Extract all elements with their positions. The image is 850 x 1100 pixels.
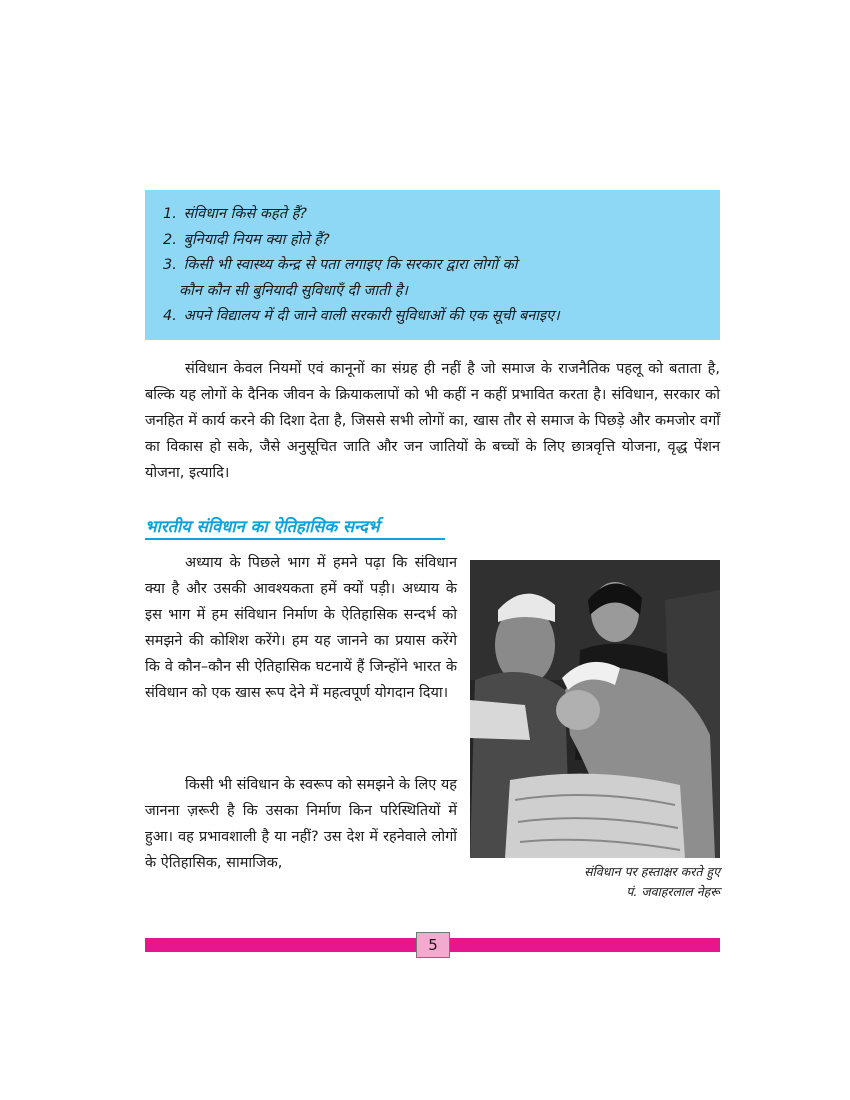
questions-list — [163, 202, 706, 330]
question-text: अपने विद्यालय में दी जाने वाली सरकारी सुविधाओं की एक सूची बनाइए। — [183, 308, 560, 324]
question-text: किसी भी स्वास्थ्य केन्द्र से पता लगाइए कि सरकार द्वारा लोगों को — [183, 257, 518, 273]
column-paragraph-1: अध्याय के पिछले भाग में हमने पढ़ा कि संविधान क्या है और उसकी आवश्यकता हमें क्यों पड़ी। अध्याय के इस भाग में हम संविधान निर्माण के ऐतिहासिक सन्दर्भ को समझने की कोशिश करेंगे। हम यह जानने का प्रयास करेंगे कि वे कौन–कौन सी ऐतिहासिक घटनायें हैं जिन्होंने भारत के संविधान को एक खास रूप देने में महत्वपूर्ण योगदान दिया। — [145, 555, 457, 701]
heading-underline — [145, 538, 445, 540]
question-number: 3. — [163, 257, 177, 273]
question-text: बुनियादी नियम क्या होते हैं? — [183, 231, 330, 248]
section-heading: भारतीय संविधान का ऐतिहासिक सन्दर्भ — [145, 517, 380, 536]
intro-paragraph: संविधान केवल नियमों एवं कानूनों का संग्रह ही नहीं है जो समाज के राजनैतिक पहलू को बताता है, बल्कि यह लोगों के दैनिक जीवन के क्रियाकलापों को भी कहीं न कहीं प्रभावित करता है। संविधान, सरकार को जनहित में कार्य करने की दिशा देता है, जिससे सभी लोगों का, खास तौर से समाज के पिछड़े और कमजोर वर्गों का विकास हो सके, जैसे अनुसूचित जाति और जन जातियों के बच्चों के लिए छात्रवृत्ति योजना, वृद्ध पेंशन योजना, इत्यादि। — [145, 361, 720, 481]
caption-line-1: संविधान पर हस्ताक्षर करते हुए — [584, 864, 720, 879]
question-item — [163, 253, 706, 304]
question-item — [163, 304, 706, 330]
question-number: 1. — [163, 206, 177, 222]
photo-caption — [470, 862, 720, 902]
page-number: 5 — [416, 932, 450, 958]
question-number: 2. — [163, 231, 177, 248]
caption-line-2: पं. जवाहरलाल नेहरू — [626, 884, 720, 899]
question-item — [163, 228, 706, 254]
photo-illustration — [470, 560, 720, 858]
question-number: 4. — [163, 308, 177, 324]
question-text: संविधान किसे कहते हैं? — [183, 206, 307, 222]
column-paragraph-2: किसी भी संविधान के स्वरूप को समझने के लिए यह जानना ज़रूरी है कि उसका निर्माण किन परिस्थितियों में हुआ। वह प्रभावशाली है या नहीं? उस देश में रहनेवाले लोगों के ऐतिहासिक, सामाजिक, — [145, 777, 457, 871]
nehru-signing-photo — [470, 560, 720, 858]
question-item — [163, 202, 706, 228]
question-text-continued: कौन कौन सी बुनियादी सुविधाएँ दी जाती है। — [179, 282, 408, 299]
questions-box — [145, 190, 720, 340]
